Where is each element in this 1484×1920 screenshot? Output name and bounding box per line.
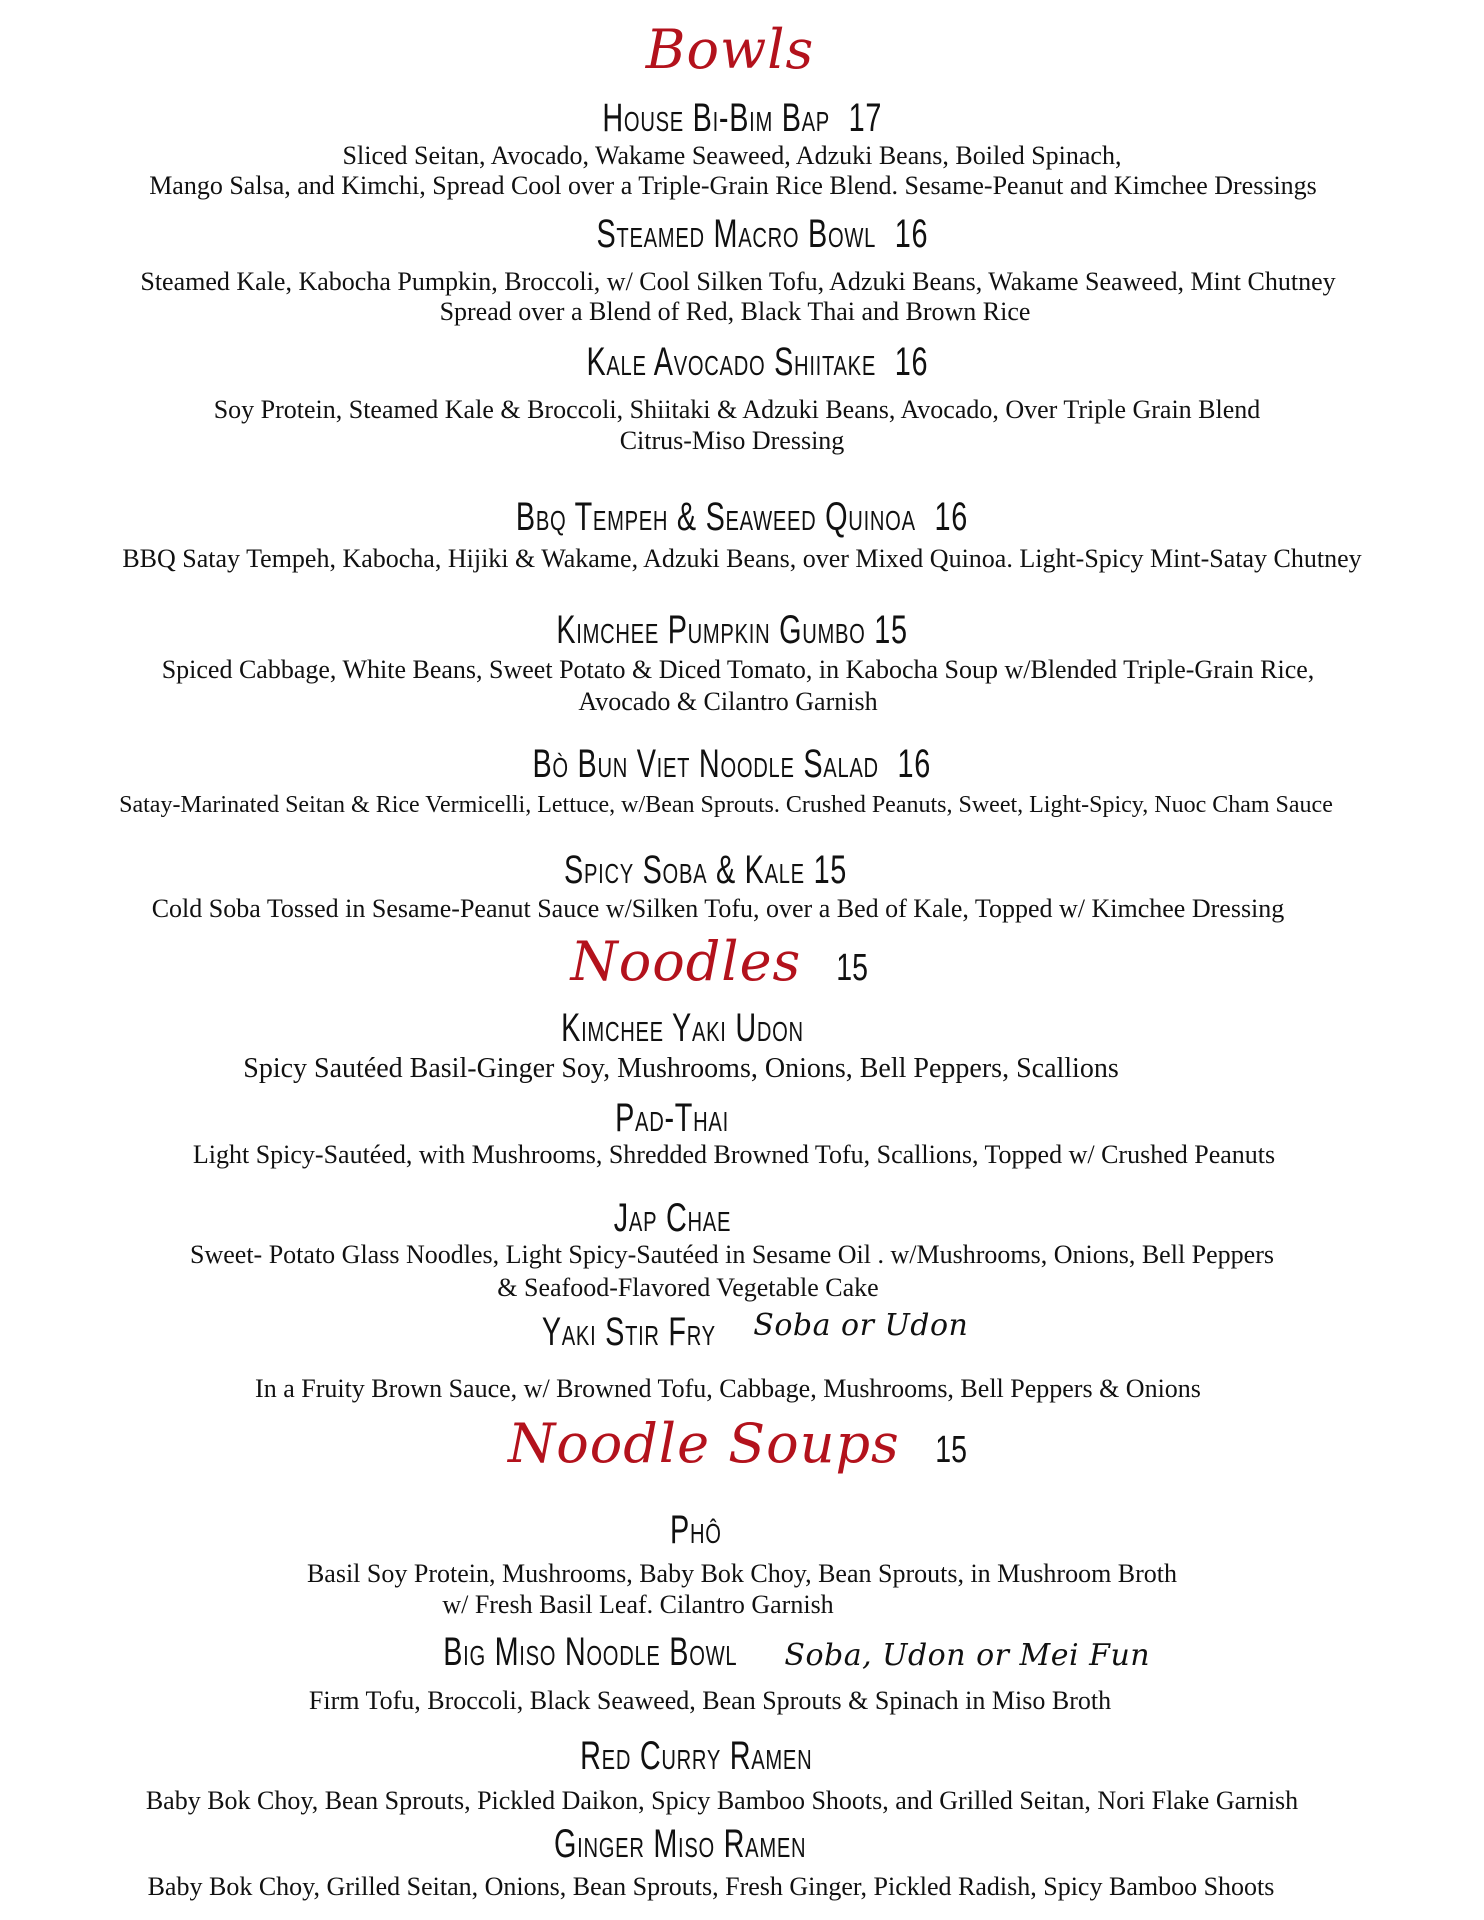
- item-description: Light Spicy-Sautéed, with Mushrooms, Shredded Browned Tofu, Scallions, Topped w/ Crushed Peanuts: [192, 1140, 1276, 1169]
- menu-item-jap-chae: [0, 1196, 1414, 1241]
- menu-item-kale-avocado-shiitake: [15, 340, 1484, 385]
- menu-item-red-curry-ramen: [0, 1734, 1438, 1779]
- item-name: Bò Bun Viet Noodle Salad: [532, 742, 880, 786]
- item-option: Soba, Udon or Mei Fun: [784, 1638, 1151, 1673]
- menu-item-bbq-tempeh: [0, 495, 1484, 540]
- menu-item-spicy-soba-kale: [0, 848, 1448, 893]
- item-price: 16: [894, 212, 928, 256]
- item-description: Basil Soy Protein, Mushrooms, Baby Bok Choy, Bean Sprouts, in Mushroom Broth: [306, 1559, 1178, 1588]
- item-description: Soy Protein, Steamed Kale & Broccoli, Shiitaki & Adzuki Beans, Avocado, Over Triple Grain Blend: [213, 395, 1261, 424]
- item-price: 16: [934, 495, 969, 539]
- section-title-bowls: Bowls: [645, 18, 815, 81]
- item-description: Mango Salsa, and Kimchi, Spread Cool over a Triple-Grain Rice Blend. Sesame-Peanut and Kimchee Dressings: [149, 171, 1317, 200]
- item-name: Big Miso Noodle Bowl: [443, 1630, 738, 1674]
- item-name: Spicy Soba & Kale 15: [564, 848, 848, 892]
- item-description: Baby Bok Choy, Grilled Seitan, Onions, Bean Sprouts, Fresh Ginger, Pickled Radish, Spicy Bamboo Shoots: [147, 1872, 1275, 1901]
- item-description: Satay-Marinated Seitan & Rice Vermicelli, Lettuce, w/Bean Sprouts. Crushed Peanuts, Sweet, Light-Spicy, Nuoc Cham Sauce: [119, 792, 1333, 818]
- item-name: Kale Avocado Shiitake: [586, 340, 876, 384]
- item-description: Cold Soba Tossed in Sesame-Peanut Sauce w/Silken Tofu, over a Bed of Kale, Topped w/ Kimchee Dressing: [151, 894, 1285, 923]
- item-option: Soba or Udon: [753, 1308, 969, 1343]
- item-name: Red Curry Ramen: [579, 1734, 813, 1778]
- item-price: 17: [848, 96, 882, 140]
- item-description: w/ Fresh Basil Leaf. Cilantro Garnish: [442, 1590, 834, 1619]
- item-description: Spicy Sautéed Basil-Ginger Soy, Mushrooms, Onions, Bell Peppers, Scallions: [243, 1053, 1119, 1084]
- menu-item-kimchee-pumpkin-gumbo: [0, 608, 1474, 653]
- item-description: Spread over a Blend of Red, Black Thai and Brown Rice: [439, 297, 1031, 326]
- section-price: 15: [836, 947, 869, 989]
- section-header-noodles: [0, 930, 1464, 993]
- menu-item-big-miso-noodle-bowl: [26, 1630, 1484, 1675]
- menu-item-pad-thai: [0, 1096, 1414, 1141]
- menu-item-yaki-stir-fry: [0, 1310, 1480, 1355]
- item-price: 16: [894, 340, 928, 384]
- menu-item-macro-bowl: [20, 212, 1484, 257]
- item-name: Yaki Stir Fry: [541, 1310, 716, 1354]
- menu-item-pho: [0, 1508, 1438, 1553]
- item-name: Steamed Macro Bowl: [596, 212, 876, 256]
- item-description: Avocado & Cilantro Garnish: [578, 687, 878, 716]
- item-description: Firm Tofu, Broccoli, Black Seaweed, Bean Sprouts & Spinach in Miso Broth: [308, 1686, 1112, 1715]
- menu-item-ginger-miso-ramen: [0, 1822, 1422, 1867]
- item-description: & Seafood-Flavored Vegetable Cake: [497, 1273, 879, 1302]
- menu-item-bo-bun: [0, 742, 1474, 787]
- item-description: Sweet- Potato Glass Noodles, Light Spicy-Sautéed in Sesame Oil . w/Mushrooms, Onions, Bell Peppers: [190, 1240, 1274, 1269]
- item-description: In a Fruity Brown Sauce, w/ Browned Tofu, Cabbage, Mushrooms, Bell Peppers & Onions: [255, 1374, 1201, 1403]
- item-name: Kimchee Pumpkin Gumbo 15: [556, 608, 908, 652]
- item-name: Bbq Tempeh & Seaweed Quinoa: [515, 495, 916, 539]
- item-name: Phô: [670, 1508, 722, 1552]
- item-description: BBQ Satay Tempeh, Kabocha, Hijiki & Wakame, Adzuki Beans, over Mixed Quinoa. Light-Spicy Mint-Satay Chutney: [122, 544, 1362, 573]
- item-price: 16: [897, 742, 932, 786]
- item-name: Kimchee Yaki Udon: [560, 1006, 804, 1050]
- section-title-noodles: Noodles: [570, 930, 802, 993]
- item-name: Pad-Thai: [615, 1096, 729, 1140]
- item-description: Baby Bok Choy, Bean Sprouts, Pickled Daikon, Spicy Bamboo Shoots, and Grilled Seitan, Nori Flake Garnish: [145, 1786, 1299, 1815]
- item-name: Ginger Miso Ramen: [553, 1822, 807, 1866]
- section-price: 15: [935, 1429, 967, 1471]
- menu-item-kimchee-yaki-udon: [0, 1006, 1424, 1051]
- item-description: Spiced Cabbage, White Beans, Sweet Potato & Diced Tomato, in Kabocha Soup w/Blended Triple-Grain Rice,: [161, 655, 1315, 684]
- section-header-noodle-soups: [0, 1412, 1482, 1475]
- section-title-noodle-soups: Noodle Soups: [507, 1412, 900, 1475]
- item-description: Steamed Kale, Kabocha Pumpkin, Broccoli, w/ Cool Silken Tofu, Adzuki Beans, Wakame Seaweed, Mint Chutney: [140, 267, 1336, 296]
- menu-item-bibimbap: [0, 96, 1484, 141]
- item-name: House Bi-Bim Bap: [602, 96, 830, 140]
- item-description: Citrus-Miso Dressing: [619, 426, 845, 455]
- item-name: Jap Chae: [613, 1196, 731, 1240]
- item-description: Sliced Seitan, Avocado, Wakame Seaweed, Adzuki Beans, Boiled Spinach,: [342, 141, 1122, 170]
